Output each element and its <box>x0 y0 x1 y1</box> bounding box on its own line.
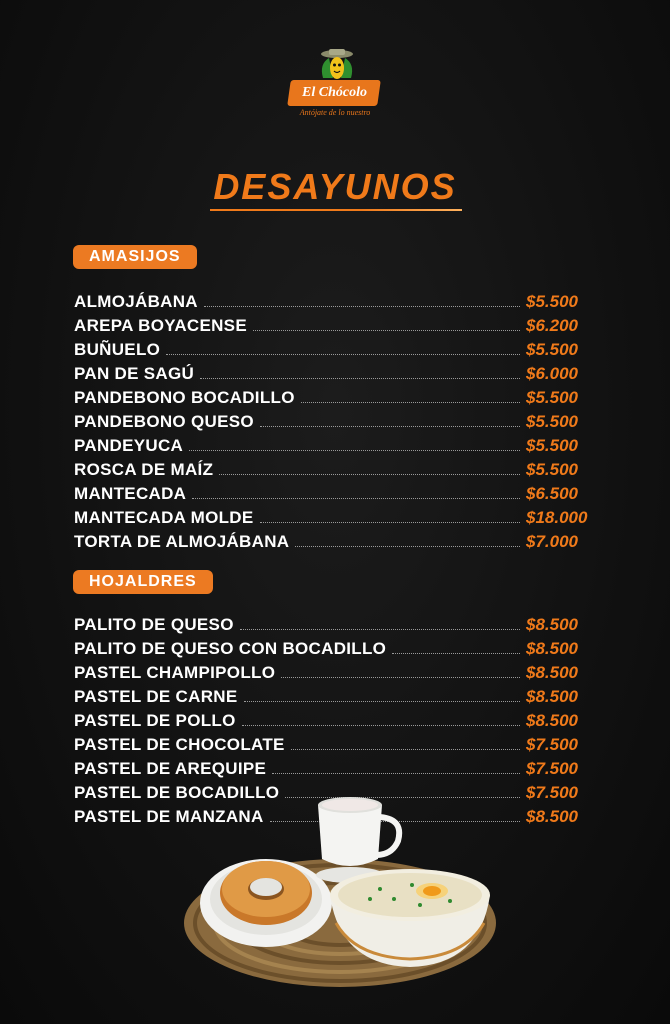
menu-item <box>74 312 604 336</box>
item-price: $7.500 <box>526 759 578 778</box>
item-price: $8.500 <box>526 711 578 730</box>
item-name: PASTEL DE POLLO <box>74 711 236 730</box>
item-price: $6.200 <box>526 316 578 335</box>
item-name: PALITO DE QUESO <box>74 615 234 634</box>
menu-item <box>74 456 604 480</box>
item-price: $8.500 <box>526 615 578 634</box>
dot-leader <box>272 773 520 774</box>
item-name: PAN DE SAGÚ <box>74 364 195 383</box>
menu-item <box>74 432 604 456</box>
menu-item <box>74 528 604 552</box>
corn-mascot-icon <box>315 48 359 84</box>
item-name: AREPA BOYACENSE <box>74 316 247 335</box>
dot-leader <box>260 426 520 427</box>
item-name: PASTEL DE BOCADILLO <box>74 783 280 802</box>
item-name: PASTEL CHAMPIPOLLO <box>74 663 276 682</box>
dot-leader <box>281 677 520 678</box>
item-name: MANTECADA MOLDE <box>74 508 254 527</box>
item-price: $18.000 <box>526 508 588 527</box>
menu-item <box>74 384 604 408</box>
item-price: $5.500 <box>526 436 578 455</box>
item-name: PANDEBONO QUESO <box>74 412 254 431</box>
page-title: DESAYUNOS <box>213 166 457 207</box>
item-name: ROSCA DE MAÍZ <box>74 460 214 479</box>
menu-item <box>74 408 604 432</box>
item-name: PASTEL DE CARNE <box>74 687 238 706</box>
menu-item <box>74 360 604 384</box>
item-price: $7.000 <box>526 532 578 551</box>
item-name: PASTEL DE MANZANA <box>74 807 264 826</box>
item-name: PANDEYUCA <box>74 436 184 455</box>
section-label-amasijos: AMASIJOS <box>73 245 197 269</box>
dot-leader <box>392 653 520 654</box>
item-price: $7.500 <box>526 783 578 802</box>
menu-item <box>74 504 604 528</box>
item-price: $5.500 <box>526 292 578 311</box>
item-name: PASTEL DE CHOCOLATE <box>74 735 285 754</box>
item-price: $5.500 <box>526 388 578 407</box>
item-name: PANDEBONO BOCADILLO <box>74 388 295 407</box>
menu-item <box>74 611 604 635</box>
menu-item <box>74 707 604 731</box>
item-name: PASTEL DE AREQUIPE <box>74 759 267 778</box>
brand-name: El Chócolo <box>301 85 367 100</box>
menu-item <box>74 683 604 707</box>
item-price: $5.500 <box>526 412 578 431</box>
dot-leader <box>166 354 520 355</box>
dot-leader <box>260 522 520 523</box>
item-price: $6.500 <box>526 484 578 503</box>
item-price: $8.500 <box>526 663 578 682</box>
dot-leader <box>200 378 520 379</box>
brand-badge <box>287 80 381 106</box>
menu-item <box>74 635 604 659</box>
item-name: PALITO DE QUESO CON BOCADILLO <box>74 639 387 658</box>
dot-leader <box>189 450 520 451</box>
item-price: $5.500 <box>526 460 578 479</box>
menu-item <box>74 480 604 504</box>
item-price: $8.500 <box>526 639 578 658</box>
item-price: $8.500 <box>526 687 578 706</box>
dot-leader <box>291 749 520 750</box>
title-underline <box>210 209 462 211</box>
brand-logo <box>285 48 385 124</box>
item-price: $6.000 <box>526 364 578 383</box>
dot-leader <box>301 402 520 403</box>
item-price: $7.500 <box>526 735 578 754</box>
section-label-hojaldres: HOJALDRES <box>73 570 213 594</box>
dot-leader <box>244 701 520 702</box>
menu-item <box>74 288 604 312</box>
dot-leader <box>192 498 520 499</box>
item-price: $5.500 <box>526 340 578 359</box>
dot-leader <box>242 725 520 726</box>
dot-leader <box>253 330 520 331</box>
item-name: ALMOJÁBANA <box>74 292 198 311</box>
menu-item <box>74 755 604 779</box>
dot-leader <box>204 306 520 307</box>
dot-leader <box>240 629 520 630</box>
menu-item <box>74 731 604 755</box>
menu-list-amasijos <box>74 288 604 552</box>
dot-leader <box>219 474 520 475</box>
breakfast-food-image <box>180 795 500 995</box>
item-name: TORTA DE ALMOJÁBANA <box>74 532 290 551</box>
item-price: $8.500 <box>526 807 578 826</box>
menu-item <box>74 336 604 360</box>
menu-item <box>74 659 604 683</box>
brand-tagline: Antójate de lo nuestro <box>299 108 371 117</box>
item-name: MANTECADA <box>74 484 187 503</box>
item-name: BUÑUELO <box>74 340 161 359</box>
dot-leader <box>295 546 520 547</box>
